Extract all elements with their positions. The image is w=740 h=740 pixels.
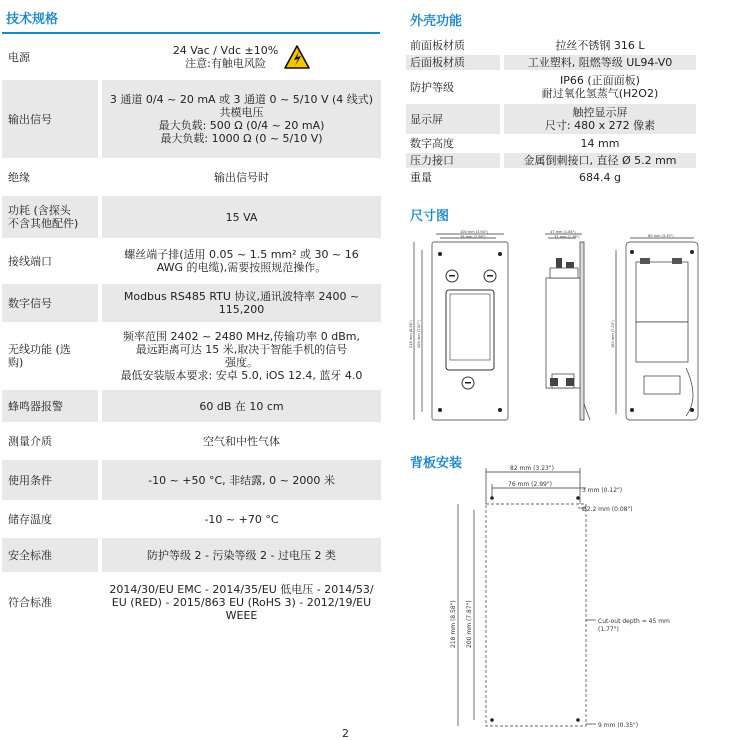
spec-value-line: 强度。 — [225, 356, 258, 369]
spec-label — [2, 424, 102, 460]
spec-row — [2, 196, 381, 240]
dims-heading: 尺寸图 — [410, 209, 450, 224]
spec-value — [102, 324, 381, 390]
spec-value — [102, 460, 381, 502]
spec-label-line: 绝缘 — [8, 170, 30, 184]
spec-value-line: 共模电压 — [219, 106, 264, 119]
front-height-a: 218 mm (8.58") — [409, 320, 413, 348]
spec-label-line: 接线端口 — [8, 254, 52, 268]
spec-label-line: 符合标准 — [8, 595, 52, 609]
spec-value-line: -10 ~ +70 °C — [204, 512, 279, 526]
spec-value — [102, 390, 381, 424]
spec-value-line: EU (RED) - 2015/863 EU (RoHS 3) - 2012/19/EU — [111, 595, 372, 609]
case-value-line: 耐过氧化氢蒸气(H2O2) — [541, 87, 659, 100]
cutout-depth-label: Cut-out depth = 45 mm — [598, 618, 670, 625]
case-value-line: 684.4 g — [579, 171, 621, 184]
case-value — [504, 38, 696, 55]
spec-value-line: 2014/30/EU EMC - 2014/35/EU 低电压 - 2014/53/ — [109, 582, 374, 596]
spec-value — [102, 538, 381, 574]
back-view — [616, 238, 698, 420]
cutout-outline — [486, 504, 586, 726]
case-value — [504, 136, 696, 153]
spec-table — [2, 36, 381, 632]
case-row — [406, 72, 696, 104]
front-width-a: 100 mm (3.94") — [460, 230, 488, 234]
back-height: 183 mm (7.20") — [611, 320, 615, 348]
case-value — [504, 153, 696, 170]
spec-label-line: 无线功能 (选 — [8, 343, 71, 356]
case-label: 防护等级 — [406, 72, 504, 104]
spec-label-line: 输出信号 — [8, 112, 52, 126]
side-view — [545, 234, 590, 420]
spec-label — [2, 36, 102, 80]
spec-label — [2, 574, 102, 632]
case-row — [406, 136, 696, 153]
case-heading: 外壳功能 — [410, 14, 463, 29]
spec-value — [102, 284, 381, 324]
spec-label-line: 购) — [8, 356, 24, 369]
case-value — [504, 104, 696, 136]
spec-label — [2, 460, 102, 502]
case-label: 压力接口 — [406, 153, 504, 170]
case-row — [406, 104, 696, 136]
case-value-line: 尺寸: 480 x 272 像素 — [544, 119, 656, 132]
spec-label — [2, 538, 102, 574]
spec-label — [2, 390, 102, 424]
spec-label-line: 蜂鸣器报警 — [8, 399, 63, 413]
spec-label — [2, 80, 102, 160]
case-label: 前面板材质 — [406, 38, 504, 55]
case-row — [406, 55, 696, 72]
case-label: 显示屏 — [406, 104, 504, 136]
spec-value-line: 输出信号时 — [214, 170, 269, 184]
case-value-line: 工业塑料, 阻燃等级 UL94-V0 — [527, 56, 673, 69]
spec-row — [2, 538, 381, 574]
side-width-a: 47 mm (1.85") — [550, 230, 576, 234]
front-height-b: 200 mm (7.87") — [417, 320, 421, 348]
spec-row — [2, 574, 381, 632]
spec-row — [2, 80, 381, 160]
case-row — [406, 170, 696, 187]
mount-heading: 背板安装 — [410, 456, 463, 471]
spec-row — [2, 284, 381, 324]
spec-row — [2, 502, 381, 538]
spec-value-line: 最大负载: 500 Ω (0/4 ~ 20 mA) — [158, 119, 325, 132]
electric-hazard-icon — [284, 45, 310, 69]
spec-label — [2, 324, 102, 390]
spec-value — [102, 574, 381, 632]
spec-label — [2, 240, 102, 284]
case-value — [504, 170, 696, 187]
spec-label-line: 储存温度 — [8, 512, 52, 526]
page-number: 2 — [342, 727, 349, 740]
case-value-line: 触控显示屏 — [572, 106, 628, 119]
spec-heading-rule — [2, 32, 380, 34]
spec-label-line: 不含其他配件) — [8, 217, 79, 230]
spec-label-line: 安全标准 — [8, 548, 52, 562]
case-label: 后面板材质 — [406, 55, 504, 72]
case-value-line: 拉丝不锈钢 316 L — [555, 39, 645, 52]
front-width-b: 76 mm (2.99") — [460, 235, 486, 239]
case-value-line: 金属倒刺接口, 直径 Ø 5.2 mm — [523, 154, 677, 167]
spec-value — [102, 240, 381, 284]
mount-dim-9: 9 mm (0.35") — [598, 722, 639, 729]
spec-value-line: 频率范围 2402 ~ 2480 MHz,传输功率 0 dBm, — [123, 330, 360, 343]
dimension-drawing — [400, 228, 740, 428]
spec-row — [2, 324, 381, 390]
spec-label — [2, 160, 102, 196]
spec-row — [2, 36, 381, 80]
spec-row — [2, 424, 381, 460]
spec-value-line: 螺丝端子排(适用 0.05 ~ 1.5 mm² 或 30 ~ 16 — [124, 248, 359, 261]
case-label: 数字高度 — [406, 136, 504, 153]
spec-value-line: 注意:有触电风险 — [185, 57, 266, 70]
spec-value-line: 空气和中性气体 — [203, 434, 280, 448]
case-row — [406, 38, 696, 55]
spec-value-line: 115,200 — [218, 303, 265, 316]
spec-label-line: 数字信号 — [8, 296, 52, 310]
spec-value-line: 60 dB 在 10 cm — [199, 399, 284, 413]
case-value-line: IP66 (正面面板) — [560, 74, 640, 87]
spec-label — [2, 196, 102, 240]
case-value-line: 14 mm — [580, 137, 620, 150]
spec-value — [102, 36, 381, 80]
spec-value — [102, 196, 381, 240]
spec-value-line: 3 通道 0/4 ~ 20 mA 或 3 通道 0 ~ 5/10 V (4 线式) — [109, 93, 374, 106]
spec-value — [102, 502, 381, 538]
spec-value-line: AWG 的电缆),需要按照规范操作。 — [156, 261, 327, 274]
spec-label-line: 使用条件 — [8, 473, 52, 487]
mount-dim-3: 3 mm (0.12") — [582, 487, 623, 494]
mount-dim-hole: Ø2.2 mm (0.08") — [582, 506, 633, 513]
mount-height-218: 218 mm (8.58") — [450, 600, 457, 648]
spec-value-line: 最远距离可达 15 米,取决于智能手机的信号 — [135, 343, 348, 356]
spec-label — [2, 502, 102, 538]
spec-row — [2, 460, 381, 502]
spec-label-line: 功耗 (含探头 — [8, 204, 71, 217]
case-value — [504, 72, 696, 104]
spec-value-line: 防护等级 2 - 污染等级 2 - 过电压 2 类 — [147, 548, 336, 562]
spec-row — [2, 390, 381, 424]
case-value — [504, 55, 696, 72]
case-table — [406, 38, 696, 187]
spec-heading: 技术规格 — [6, 12, 59, 27]
spec-value — [102, 160, 381, 196]
mount-width-76: 76 mm (2.99") — [508, 481, 552, 488]
cutout-depth-inch: (1,77") — [598, 626, 619, 633]
spec-value-line: Modbus RS485 RTU 协议,通讯波特率 2400 ~ — [123, 290, 360, 303]
spec-value-line: -10 ~ +50 °C, 非结露, 0 ~ 2000 米 — [148, 473, 335, 487]
spec-label-line: 电源 — [8, 50, 30, 64]
spec-value — [102, 80, 381, 160]
panel-mount-drawing — [400, 458, 740, 740]
spec-value — [102, 424, 381, 460]
spec-label — [2, 284, 102, 324]
mount-height-200: 200 mm (7.87") — [466, 600, 473, 648]
spec-value-line: WEEE — [225, 608, 258, 622]
back-width: 89 mm (3.15") — [648, 234, 674, 238]
side-width-b: 32 mm (1.26") — [554, 235, 580, 239]
spec-value-line: 15 VA — [225, 210, 258, 224]
case-label: 重量 — [406, 170, 504, 187]
spec-row — [2, 160, 381, 196]
case-row — [406, 153, 696, 170]
spec-row — [2, 240, 381, 284]
spec-label-line: 测量介质 — [8, 434, 52, 448]
spec-value-line: 最低安装版本要求: 安卓 5.0, iOS 12.4, 蓝牙 4.0 — [120, 369, 363, 382]
spec-value-line: 最大负载: 1000 Ω (0 ~ 5/10 V) — [160, 132, 323, 145]
spec-value-line: 24 Vac / Vdc ±10% — [172, 44, 279, 57]
mount-width-82: 82 mm (3.23") — [510, 465, 554, 472]
